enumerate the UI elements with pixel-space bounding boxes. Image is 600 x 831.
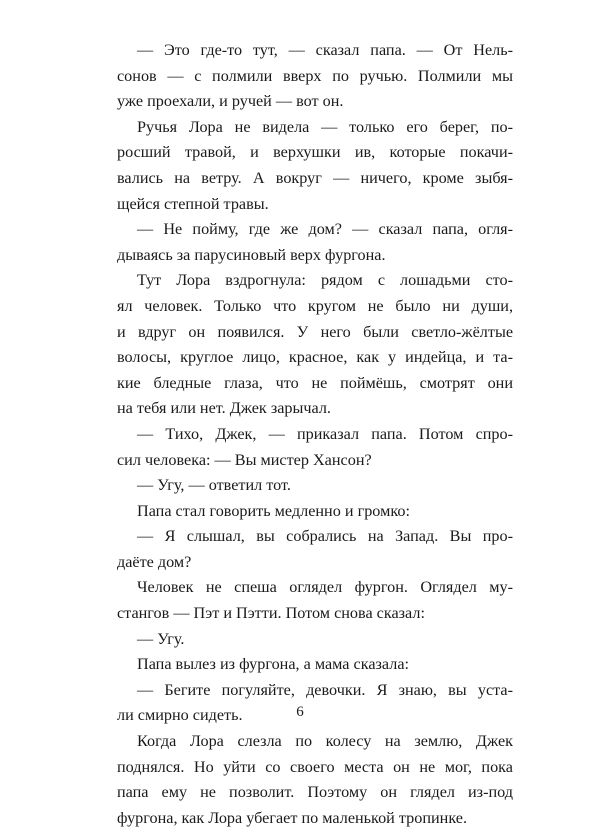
- text-line: даёте дом?: [117, 552, 192, 571]
- text-line: — Бегите погуляйте, девочки. Я знаю, вы уста-: [137, 680, 513, 699]
- text-line: — Тихо, Джек, — приказал папа. Потом спро-: [137, 424, 513, 443]
- text-line: сил человека: — Вы мистер Хансон?: [117, 450, 372, 469]
- text-line: стангов — Пэт и Пэтти. Потом снова сказал:: [117, 604, 425, 623]
- text-line: на тебя или нет. Джек зарычал.: [117, 399, 331, 418]
- text-line: щейся степной травы.: [117, 194, 269, 213]
- text-line: поднялся. Но уйти со своего места он не мог, пока: [117, 757, 513, 776]
- text-line: ли смирно сидеть.: [117, 706, 243, 725]
- text-line: фургона, как Лора убегает по маленькой тропинке.: [117, 808, 468, 827]
- text-line: уже проехали, и ручей — вот он.: [117, 92, 344, 111]
- text-line: — Угу.: [137, 629, 185, 648]
- text-line: дываясь за парусиновый верх фургона.: [117, 245, 386, 264]
- text-line: Папа вылез из фургона, а мама сказала:: [137, 655, 410, 674]
- text-line: Папа стал говорить медленно и громко:: [137, 501, 410, 520]
- text-line: Когда Лора слезла по колесу на землю, Джек: [137, 732, 513, 751]
- page-number: 6: [296, 704, 304, 720]
- text-line: и вдруг он появился. У него были светло-жёлтые: [117, 322, 513, 341]
- text-line: кие бледные глаза, что не поймёшь, смотрят они: [117, 373, 513, 392]
- text-line: Тут Лора вздрогнула: рядом с лошадьми сто-: [137, 271, 513, 290]
- text-line: — Я слышал, вы собрались на Запад. Вы про-: [137, 527, 513, 546]
- text-line: росший травой, и верхушки ив, которые покачи-: [117, 143, 513, 162]
- text-line: Ручья Лора не видела — только его берег, по-: [137, 117, 513, 136]
- text-line: Человек не спеша оглядел фургон. Оглядел му-: [137, 578, 513, 597]
- text-line: — Угу, — ответил тот.: [137, 476, 291, 495]
- text-line: — Это где-то тут, — сказал папа. — От Нель-: [137, 41, 513, 59]
- text-line: сонов — с полмили вверх по ручью. Полмили мы: [117, 66, 513, 85]
- text-line: ял человек. Только что кругом не было ни души,: [117, 296, 513, 315]
- text-line: вались на ветру. А вокруг — ничего, кроме зыбя-: [117, 168, 513, 187]
- text-line: — Не пойму, где же дом? — сказал папа, огля-: [137, 220, 513, 239]
- text-line: папа ему не позволит. Поэтому он глядел из-под: [117, 783, 513, 802]
- text-line: волосы, круглое лицо, красное, как у индейца, и та-: [117, 348, 513, 367]
